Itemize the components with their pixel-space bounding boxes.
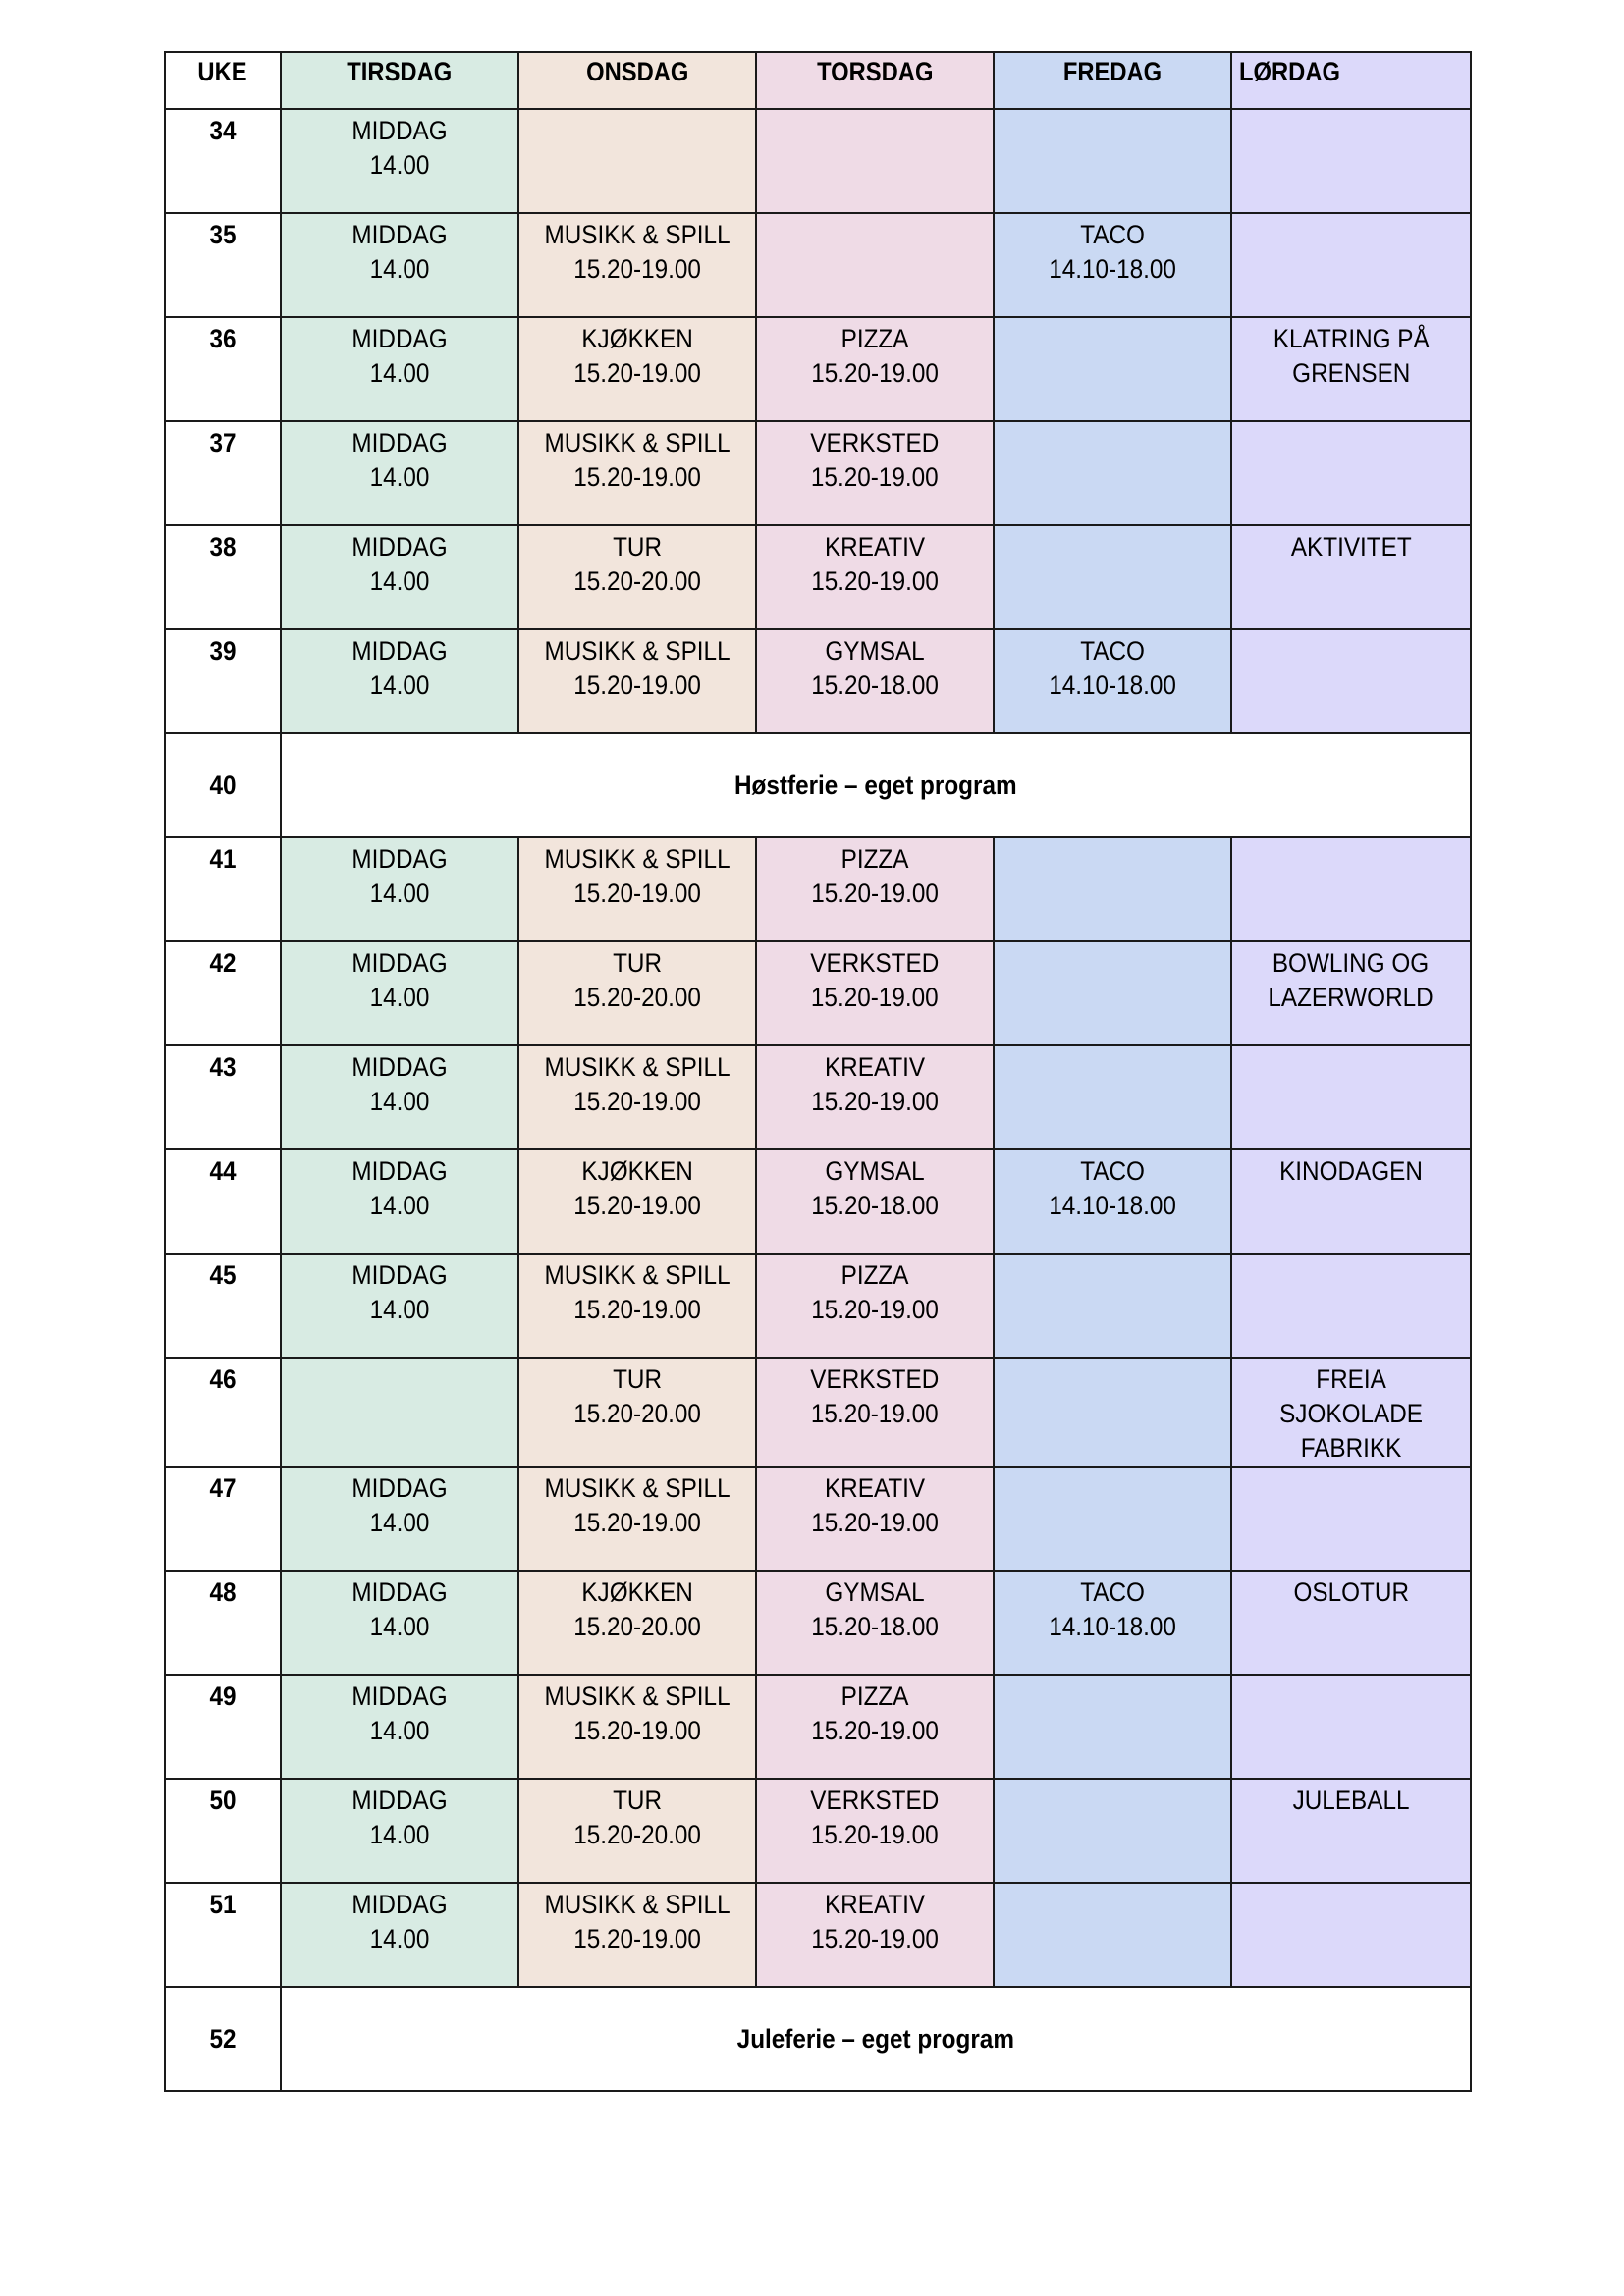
- activity-cell-friday: [994, 421, 1231, 525]
- activity-cell-wednesday: [518, 1571, 756, 1675]
- activity-cell-friday: [994, 525, 1231, 629]
- week-number-label: 37: [209, 428, 237, 457]
- activity-cell-friday: [994, 213, 1231, 317]
- activity-cell-saturday: [1231, 317, 1471, 421]
- activity-cell-tuesday: [281, 317, 518, 421]
- activity-label: MIDDAG 14.00: [352, 220, 448, 284]
- activity-cell-wednesday: [518, 1467, 756, 1571]
- week-number: [165, 1358, 281, 1467]
- week-row: [165, 317, 1471, 421]
- activity-label: TACO 14.10-18.00: [1049, 1156, 1176, 1220]
- schedule-header: [165, 52, 1471, 109]
- activity-cell-wednesday: [518, 1149, 756, 1254]
- header-row: [165, 52, 1471, 109]
- week-number-label: 41: [209, 844, 237, 874]
- activity-cell-tuesday: [281, 1149, 518, 1254]
- activity-cell-wednesday: [518, 941, 756, 1045]
- activity-cell-thursday: [756, 1571, 994, 1675]
- activity-label: MIDDAG 14.00: [352, 1682, 448, 1745]
- activity-cell-thursday: [756, 1779, 994, 1883]
- activity-cell-saturday: [1231, 1883, 1471, 1987]
- activity-cell-saturday: [1231, 837, 1471, 941]
- activity-cell-friday: [994, 1675, 1231, 1779]
- activity-cell-thursday: [756, 1883, 994, 1987]
- activity-label: MIDDAG 14.00: [352, 1260, 448, 1324]
- activity-cell-tuesday: [281, 1358, 518, 1467]
- activity-label: FREIA SJOKOLADE FABRIKK: [1279, 1364, 1423, 1463]
- activity-cell-thursday: [756, 1149, 994, 1254]
- week-number-label: 46: [209, 1364, 237, 1394]
- activity-label: TUR 15.20-20.00: [573, 532, 701, 596]
- activity-cell-wednesday: [518, 1254, 756, 1358]
- activity-label: KINODAGEN: [1279, 1156, 1423, 1186]
- activity-label: VERKSTED 15.20-19.00: [810, 1786, 940, 1849]
- activity-cell-wednesday: [518, 1779, 756, 1883]
- activity-label: GYMSAL 15.20-18.00: [811, 636, 939, 700]
- week-number: [165, 941, 281, 1045]
- week-row: [165, 1883, 1471, 1987]
- activity-cell-tuesday: [281, 1675, 518, 1779]
- activity-label: MIDDAG 14.00: [352, 1786, 448, 1849]
- activity-label: VERKSTED 15.20-19.00: [810, 428, 940, 492]
- week-number-label: 35: [209, 220, 237, 249]
- week-number-label: 52: [209, 2023, 237, 2054]
- week-number-label: 34: [209, 116, 237, 145]
- week-row: [165, 109, 1471, 213]
- activity-label: PIZZA 15.20-19.00: [811, 1682, 939, 1745]
- week-row: [165, 1779, 1471, 1883]
- activity-cell-saturday: [1231, 1675, 1471, 1779]
- activity-label: KREATIV 15.20-19.00: [811, 1473, 939, 1537]
- holiday-cell: [281, 733, 1471, 837]
- activity-label: VERKSTED 15.20-19.00: [810, 948, 940, 1012]
- activity-label: MUSIKK & SPILL 15.20-19.00: [544, 1473, 731, 1537]
- activity-label: MUSIKK & SPILL 15.20-19.00: [544, 1260, 731, 1324]
- activity-cell-friday: [994, 1149, 1231, 1254]
- activity-cell-saturday: [1231, 1467, 1471, 1571]
- week-row: [165, 213, 1471, 317]
- week-number-label: 38: [209, 532, 237, 561]
- activity-cell-tuesday: [281, 109, 518, 213]
- activity-cell-tuesday: [281, 629, 518, 733]
- week-number-label: 49: [209, 1682, 237, 1711]
- week-number: [165, 1987, 281, 2091]
- activity-cell-friday: [994, 317, 1231, 421]
- activity-cell-thursday: [756, 941, 994, 1045]
- header-saturday: LØRDAG: [1231, 52, 1471, 109]
- activity-label: MUSIKK & SPILL 15.20-19.00: [544, 1052, 731, 1116]
- holiday-cell: [281, 1987, 1471, 2091]
- week-row: [165, 421, 1471, 525]
- activity-cell-thursday: [756, 421, 994, 525]
- week-number: [165, 1045, 281, 1149]
- activity-cell-thursday: [756, 1254, 994, 1358]
- activity-cell-friday: [994, 1779, 1231, 1883]
- activity-cell-friday: [994, 1254, 1231, 1358]
- week-number: [165, 1883, 281, 1987]
- activity-cell-friday: [994, 837, 1231, 941]
- activity-cell-saturday: [1231, 1254, 1471, 1358]
- activity-cell-thursday: [756, 213, 994, 317]
- activity-cell-thursday: [756, 317, 994, 421]
- week-number-label: 48: [209, 1577, 237, 1607]
- activity-cell-saturday: [1231, 629, 1471, 733]
- header-thursday: TORSDAG: [756, 52, 994, 109]
- activity-label: GYMSAL 15.20-18.00: [811, 1156, 939, 1220]
- activity-cell-saturday: [1231, 525, 1471, 629]
- week-number: [165, 1779, 281, 1883]
- activity-label: OSLOTUR: [1293, 1577, 1409, 1607]
- week-number: [165, 109, 281, 213]
- week-number: [165, 421, 281, 525]
- activity-label: MUSIKK & SPILL 15.20-19.00: [544, 1890, 731, 1953]
- activity-cell-thursday: [756, 109, 994, 213]
- activity-cell-saturday: [1231, 1149, 1471, 1254]
- activity-cell-tuesday: [281, 421, 518, 525]
- activity-label: MIDDAG 14.00: [352, 428, 448, 492]
- activity-label: MUSIKK & SPILL 15.20-19.00: [544, 1682, 731, 1745]
- activity-cell-friday: [994, 1045, 1231, 1149]
- activity-label: TUR 15.20-20.00: [573, 1786, 701, 1849]
- week-number: [165, 317, 281, 421]
- activity-label: PIZZA 15.20-19.00: [811, 324, 939, 388]
- activity-label: MUSIKK & SPILL 15.20-19.00: [544, 220, 731, 284]
- week-number-label: 47: [209, 1473, 237, 1503]
- activity-label: MIDDAG 14.00: [352, 1577, 448, 1641]
- activity-label: TACO 14.10-18.00: [1049, 1577, 1176, 1641]
- activity-label: TUR 15.20-20.00: [573, 1364, 701, 1428]
- activity-cell-friday: [994, 941, 1231, 1045]
- week-row: [165, 941, 1471, 1045]
- activity-cell-thursday: [756, 629, 994, 733]
- activity-cell-friday: [994, 1467, 1231, 1571]
- activity-cell-thursday: [756, 1467, 994, 1571]
- activity-cell-thursday: [756, 525, 994, 629]
- activity-cell-thursday: [756, 837, 994, 941]
- week-row: [165, 1358, 1471, 1467]
- week-row: [165, 733, 1471, 837]
- week-row: [165, 1467, 1471, 1571]
- activity-label: TACO 14.10-18.00: [1049, 636, 1176, 700]
- activity-label: KJØKKEN 15.20-20.00: [573, 1577, 701, 1641]
- activity-label: KREATIV 15.20-19.00: [811, 1052, 939, 1116]
- holiday-label: Høstferie – eget program: [734, 770, 1017, 800]
- activity-label: VERKSTED 15.20-19.00: [810, 1364, 940, 1428]
- header-friday: FREDAG: [994, 52, 1231, 109]
- activity-label: GYMSAL 15.20-18.00: [811, 1577, 939, 1641]
- week-number-label: 51: [209, 1890, 237, 1919]
- holiday-label: Juleferie – eget program: [736, 2023, 1015, 2054]
- activity-label: AKTIVITET: [1290, 532, 1412, 561]
- activity-label: KJØKKEN 15.20-19.00: [573, 324, 701, 388]
- activity-cell-saturday: [1231, 1045, 1471, 1149]
- activity-cell-thursday: [756, 1675, 994, 1779]
- activity-label: MIDDAG 14.00: [352, 1156, 448, 1220]
- activity-schedule-table: [164, 51, 1472, 2092]
- activity-cell-tuesday: [281, 1779, 518, 1883]
- activity-cell-wednesday: [518, 1883, 756, 1987]
- activity-label: MIDDAG 14.00: [352, 1052, 448, 1116]
- header-wednesday: ONSDAG: [518, 52, 756, 109]
- activity-cell-tuesday: [281, 1254, 518, 1358]
- week-row: [165, 1571, 1471, 1675]
- week-number: [165, 525, 281, 629]
- activity-cell-saturday: [1231, 1779, 1471, 1883]
- activity-label: BOWLING OG LAZERWORLD: [1268, 948, 1435, 1012]
- activity-label: MIDDAG 14.00: [352, 844, 448, 908]
- header-week: UKE: [165, 52, 281, 109]
- week-number-label: 36: [209, 324, 237, 353]
- week-row: [165, 837, 1471, 941]
- activity-label: MIDDAG 14.00: [352, 636, 448, 700]
- schedule-body: [165, 109, 1471, 2091]
- activity-cell-tuesday: [281, 525, 518, 629]
- activity-cell-wednesday: [518, 1358, 756, 1467]
- week-number: [165, 213, 281, 317]
- activity-label: JULEBALL: [1292, 1786, 1410, 1815]
- week-number-label: 45: [209, 1260, 237, 1290]
- week-row: [165, 1675, 1471, 1779]
- week-row: [165, 1987, 1471, 2091]
- week-number-label: 43: [209, 1052, 237, 1082]
- activity-label: KREATIV 15.20-19.00: [811, 532, 939, 596]
- activity-cell-wednesday: [518, 1675, 756, 1779]
- activity-label: PIZZA 15.20-19.00: [811, 844, 939, 908]
- activity-cell-wednesday: [518, 629, 756, 733]
- week-number: [165, 837, 281, 941]
- activity-label: MIDDAG 14.00: [352, 324, 448, 388]
- activity-cell-friday: [994, 1571, 1231, 1675]
- activity-cell-wednesday: [518, 109, 756, 213]
- activity-cell-tuesday: [281, 837, 518, 941]
- activity-cell-wednesday: [518, 1045, 756, 1149]
- activity-label: MUSIKK & SPILL 15.20-19.00: [544, 636, 731, 700]
- week-number-label: 40: [209, 770, 237, 800]
- activity-cell-tuesday: [281, 1467, 518, 1571]
- activity-label: MUSIKK & SPILL 15.20-19.00: [544, 428, 731, 492]
- activity-label: MIDDAG 14.00: [352, 116, 448, 180]
- activity-cell-saturday: [1231, 213, 1471, 317]
- week-number-label: 50: [209, 1786, 237, 1815]
- week-row: [165, 1149, 1471, 1254]
- activity-label: KJØKKEN 15.20-19.00: [573, 1156, 701, 1220]
- activity-cell-wednesday: [518, 213, 756, 317]
- activity-cell-tuesday: [281, 1045, 518, 1149]
- activity-cell-friday: [994, 1883, 1231, 1987]
- week-number: [165, 1149, 281, 1254]
- activity-label: MIDDAG 14.00: [352, 1890, 448, 1953]
- week-number-label: 39: [209, 636, 237, 666]
- activity-cell-friday: [994, 1358, 1231, 1467]
- activity-label: KREATIV 15.20-19.00: [811, 1890, 939, 1953]
- activity-label: MUSIKK & SPILL 15.20-19.00: [544, 844, 731, 908]
- week-number-label: 42: [209, 948, 237, 978]
- activity-cell-friday: [994, 629, 1231, 733]
- week-number-label: 44: [209, 1156, 237, 1186]
- week-row: [165, 525, 1471, 629]
- activity-label: MIDDAG 14.00: [352, 948, 448, 1012]
- activity-cell-saturday: [1231, 109, 1471, 213]
- week-number: [165, 1254, 281, 1358]
- week-number: [165, 629, 281, 733]
- activity-cell-tuesday: [281, 1883, 518, 1987]
- activity-cell-saturday: [1231, 941, 1471, 1045]
- activity-cell-wednesday: [518, 525, 756, 629]
- week-row: [165, 629, 1471, 733]
- activity-cell-tuesday: [281, 1571, 518, 1675]
- header-tuesday: TIRSDAG: [281, 52, 518, 109]
- activity-cell-wednesday: [518, 837, 756, 941]
- activity-cell-tuesday: [281, 213, 518, 317]
- week-number: [165, 733, 281, 837]
- activity-label: MIDDAG 14.00: [352, 1473, 448, 1537]
- week-number: [165, 1571, 281, 1675]
- week-row: [165, 1254, 1471, 1358]
- activity-label: MIDDAG 14.00: [352, 532, 448, 596]
- activity-label: PIZZA 15.20-19.00: [811, 1260, 939, 1324]
- activity-cell-saturday: [1231, 1571, 1471, 1675]
- week-row: [165, 1045, 1471, 1149]
- week-number: [165, 1467, 281, 1571]
- week-number: [165, 1675, 281, 1779]
- activity-cell-wednesday: [518, 317, 756, 421]
- activity-cell-thursday: [756, 1045, 994, 1149]
- activity-cell-friday: [994, 109, 1231, 213]
- activity-label: TACO 14.10-18.00: [1049, 220, 1176, 284]
- activity-cell-saturday: [1231, 1358, 1471, 1467]
- activity-cell-saturday: [1231, 421, 1471, 525]
- activity-label: TUR 15.20-20.00: [573, 948, 701, 1012]
- activity-cell-tuesday: [281, 941, 518, 1045]
- activity-cell-thursday: [756, 1358, 994, 1467]
- activity-label: KLATRING PÅ GRENSEN: [1272, 324, 1430, 388]
- activity-cell-wednesday: [518, 421, 756, 525]
